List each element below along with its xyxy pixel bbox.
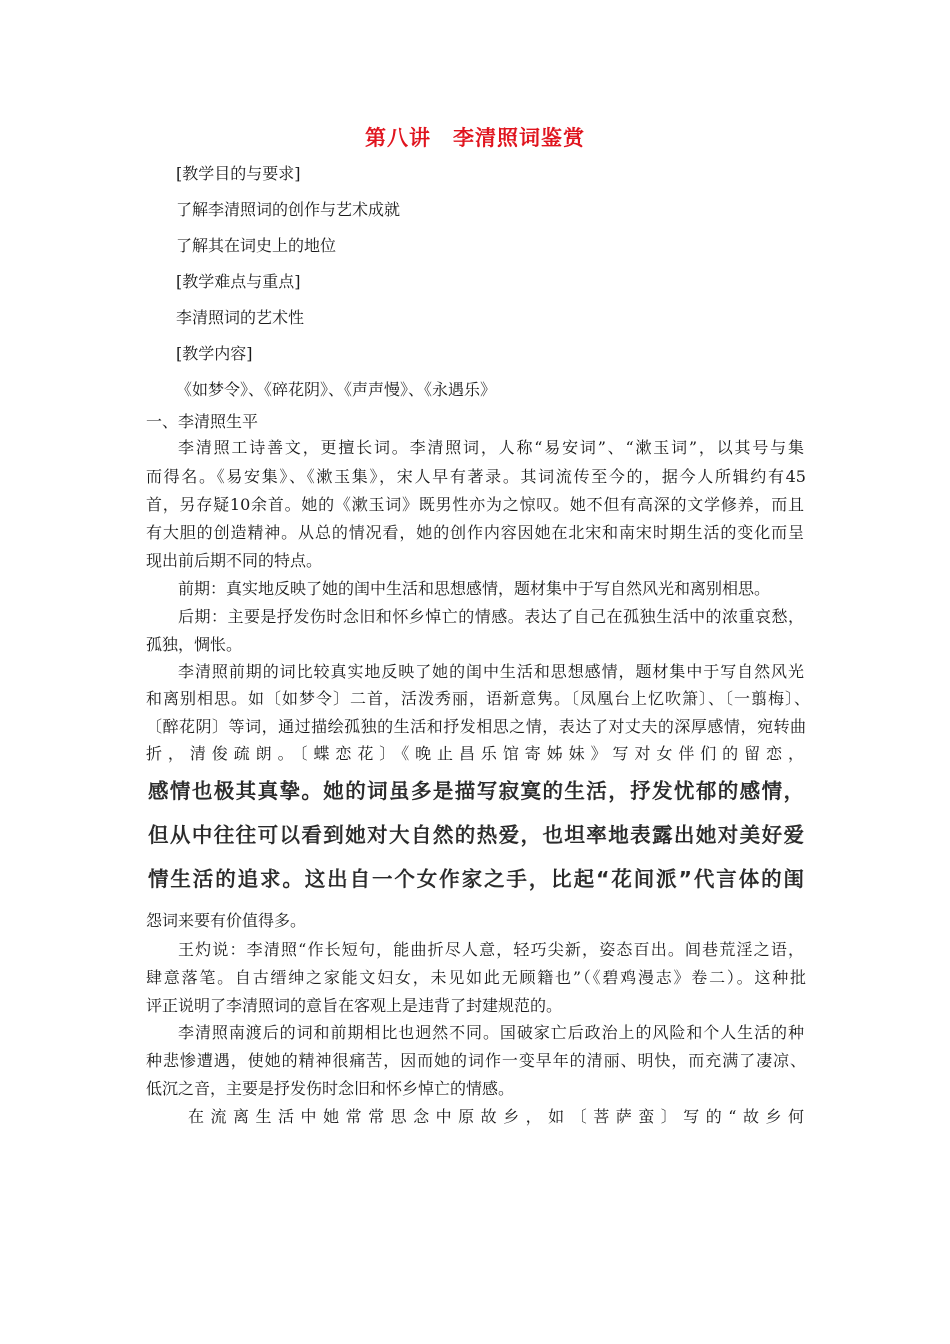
goal-item-1: 了解李清照词的创作与艺术成就 — [176, 200, 401, 219]
heading-key-points: [教学难点与重点] — [176, 272, 301, 291]
goal-item-2: 了解其在词史上的地位 — [176, 236, 337, 255]
paragraph-line: 和离别相思。如〔如梦令〕二首，活泼秀丽，语新意隽。〔凤凰台上忆吹箫〕、〔一翦梅〕、 — [146, 689, 810, 708]
paragraph-line: 李清照南渡后的词和前期相比也迥然不同。国破家亡后政治上的风险和个人生活的种 — [178, 1023, 804, 1042]
enlarged-text-line: 但从中往往可以看到她对大自然的热爱，也坦率地表露出她对美好爱 — [148, 823, 804, 847]
paragraph-line: 李清照前期的词比较真实地反映了她的闺中生活和思想感情，题材集中于写自然风光 — [178, 662, 804, 681]
paragraph-line: 〔醉花阴〕等词，通过描绘孤独的生活和抒发相思之情，表达了对丈夫的深厚感情，宛转曲 — [146, 717, 806, 736]
paragraph-line: 现出前后期不同的特点。 — [146, 551, 323, 570]
paragraph-line: 评正说明了李清照词的意旨在客观上是违背了封建规范的。 — [146, 996, 563, 1015]
paragraph-line: 孤独，惆怅。 — [146, 635, 243, 654]
paragraph-line: 前期：真实地反映了她的闺中生活和思想感情，题材集中于写自然风光和离别相思。 — [178, 579, 771, 598]
paragraph-line: 怨词来要有价值得多。 — [146, 911, 307, 930]
paragraph-line: 折，清俊疏朗。〔蝶恋花〕《晚止昌乐馆寄姊妹》写对女伴们的留恋， — [146, 744, 804, 763]
document-title: 第八讲 李清照词鉴赏 — [365, 126, 585, 150]
heading-content: [教学内容] — [176, 344, 253, 363]
paragraph-line: 有大胆的创造精神。从总的情况看，她的创作内容因她在北宋和南宋时期生活的变化而呈 — [146, 523, 804, 542]
paragraph-line: 王灼说：李清照“作长短句，能曲折尽人意，轻巧尖新，姿态百出。闾巷荒淫之语， — [178, 940, 804, 959]
paragraph-line: 而得名。《易安集》、《漱玉集》，宋人早有著录。其词流传至今的，据今人所辑约有45 — [146, 467, 806, 486]
paragraph-line: 后期：主要是抒发伤时念旧和怀乡悼亡的情感。表达了自己在孤独生活中的浓重哀愁， — [178, 607, 804, 626]
paragraph-line: 种悲惨遭遇，使她的精神很痛苦，因而她的词作一变早年的清丽、明快，而充满了凄凉、 — [146, 1051, 806, 1070]
paragraph-line: 低沉之音，主要是抒发伤时念旧和怀乡悼亡的情感。 — [146, 1079, 515, 1098]
section-heading: 一、李清照生平 — [146, 412, 259, 431]
paragraph-line: 肆意落笔。自古缙绅之家能文妇女，未见如此无顾籍也”（《碧鸡漫志》卷二）。这种批 — [146, 968, 806, 987]
heading-teaching-goals: [教学目的与要求] — [176, 164, 301, 183]
paragraph-line: 李清照工诗善文，更擅长词。李清照词，人称“易安词”、“漱玉词”，以其号与集 — [178, 438, 804, 457]
paragraph-line: 首，另存疑10余首。她的《漱玉词》既男性亦为之惊叹。她不但有高深的文学修养，而且 — [146, 495, 804, 514]
enlarged-text-line: 情生活的追求。这出自一个女作家之手，比起“花间派”代言体的闺 — [148, 867, 804, 891]
key-point-item: 李清照词的艺术性 — [176, 308, 305, 327]
enlarged-text-line: 感情也极其真挚。她的词虽多是描写寂寞的生活，抒发忧郁的感情， — [148, 779, 804, 803]
paragraph-line: 在流离生活中她常常思念中原故乡，如〔菩萨蛮〕写的“故乡何 — [188, 1107, 804, 1126]
content-poem-list: 《如梦令》、《碎花阴》、《声声慢》、《永遇乐》 — [176, 380, 497, 399]
